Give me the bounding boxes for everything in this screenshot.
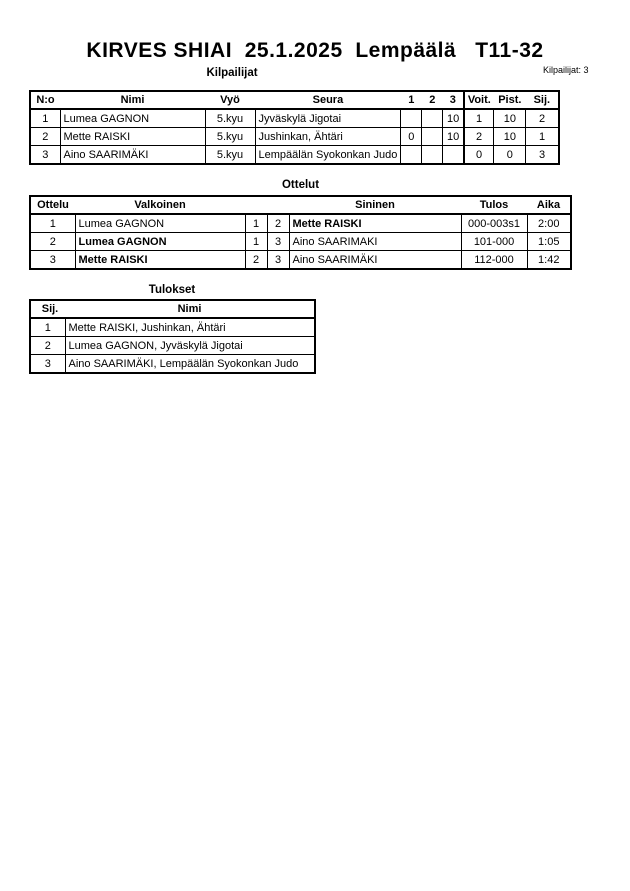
result-name: Mette RAISKI, Jushinkan, Ähtäri bbox=[65, 318, 315, 337]
match-score: 101-000 bbox=[461, 233, 527, 251]
competitor-belt: 5.kyu bbox=[205, 146, 255, 165]
col-header-ottelu: Ottelu bbox=[30, 196, 75, 214]
col-header-wnum bbox=[245, 196, 267, 214]
section-title-ottelut: Ottelut bbox=[281, 179, 320, 191]
col-header-1: 1 bbox=[401, 91, 422, 109]
result-vs-1 bbox=[401, 109, 422, 128]
white-number: 2 bbox=[245, 251, 267, 270]
col-header-valkoinen: Valkoinen bbox=[75, 196, 245, 214]
competitor-points: 10 bbox=[494, 109, 526, 128]
matches-header-row bbox=[30, 196, 571, 214]
competitor-place: 3 bbox=[526, 146, 559, 165]
match-number: 2 bbox=[30, 233, 75, 251]
result-row bbox=[30, 318, 315, 337]
col-header-tulos: Tulos bbox=[461, 196, 527, 214]
result-place: 3 bbox=[30, 355, 65, 374]
result-vs-1: 0 bbox=[401, 128, 422, 146]
competitor-row bbox=[30, 146, 559, 165]
result-place: 1 bbox=[30, 318, 65, 337]
col-header-vyo: Vyö bbox=[205, 91, 255, 109]
page-title: KIRVES SHIAI 25.1.2025 Lempäälä T11-32 bbox=[86, 39, 544, 62]
competitor-name: Mette RAISKI bbox=[60, 128, 205, 146]
white-number: 1 bbox=[245, 214, 267, 233]
match-time: 2:00 bbox=[527, 214, 571, 233]
col-header-pist: Pist. bbox=[494, 91, 526, 109]
competitor-club: Jyväskylä Jigotai bbox=[255, 109, 401, 128]
col-header-sij: Sij. bbox=[30, 300, 65, 318]
white-competitor: Mette RAISKI bbox=[75, 251, 245, 270]
result-vs-1 bbox=[401, 146, 422, 165]
blue-number: 2 bbox=[267, 214, 289, 233]
col-header-2: 2 bbox=[422, 91, 443, 109]
match-time: 1:05 bbox=[527, 233, 571, 251]
match-row bbox=[30, 251, 571, 270]
competitor-club: Jushinkan, Ähtäri bbox=[255, 128, 401, 146]
competitor-number: 3 bbox=[30, 146, 60, 165]
col-header-seura: Seura bbox=[255, 91, 401, 109]
competitor-place: 1 bbox=[526, 128, 559, 146]
competitors-header-row bbox=[30, 91, 559, 109]
competitors-count: Kilpailijat: 3 bbox=[543, 65, 589, 75]
result-vs-2 bbox=[422, 109, 443, 128]
match-score: 000-003s1 bbox=[461, 214, 527, 233]
col-header-voit: Voit. bbox=[464, 91, 494, 109]
col-header-sij: Sij. bbox=[526, 91, 559, 109]
col-header-nimi: Nimi bbox=[65, 300, 315, 318]
match-number: 1 bbox=[30, 214, 75, 233]
match-row bbox=[30, 214, 571, 233]
final-results-table bbox=[29, 299, 316, 374]
result-name: Aino SAARIMÄKI, Lempäälän Syokonkan Judo bbox=[65, 355, 315, 374]
result-row bbox=[30, 337, 315, 355]
blue-competitor: Aino SAARIMÄKI bbox=[289, 251, 461, 270]
match-score: 112-000 bbox=[461, 251, 527, 270]
blue-number: 3 bbox=[267, 251, 289, 270]
competitor-name: Lumea GAGNON bbox=[60, 109, 205, 128]
match-row bbox=[30, 233, 571, 251]
white-competitor: Lumea GAGNON bbox=[75, 233, 245, 251]
result-vs-3: 10 bbox=[443, 109, 464, 128]
result-name: Lumea GAGNON, Jyväskylä Jigotai bbox=[65, 337, 315, 355]
competitor-wins: 2 bbox=[464, 128, 494, 146]
col-header-no: N:o bbox=[30, 91, 60, 109]
col-header-bnum bbox=[267, 196, 289, 214]
competitor-row bbox=[30, 109, 559, 128]
competitor-points: 10 bbox=[494, 128, 526, 146]
col-header-aika: Aika bbox=[527, 196, 571, 214]
competitor-points: 0 bbox=[494, 146, 526, 165]
competitor-name: Aino SAARIMÄKI bbox=[60, 146, 205, 165]
competitor-place: 2 bbox=[526, 109, 559, 128]
competitor-wins: 0 bbox=[464, 146, 494, 165]
competitor-wins: 1 bbox=[464, 109, 494, 128]
col-header-3: 3 bbox=[443, 91, 464, 109]
competitors-table bbox=[29, 90, 560, 165]
matches-table bbox=[29, 195, 572, 270]
result-vs-2 bbox=[422, 146, 443, 165]
competitor-row bbox=[30, 128, 559, 146]
competitor-number: 1 bbox=[30, 109, 60, 128]
result-vs-2 bbox=[422, 128, 443, 146]
section-title-kilpailijat: Kilpailijat bbox=[206, 67, 258, 79]
match-number: 3 bbox=[30, 251, 75, 270]
result-vs-3: 10 bbox=[443, 128, 464, 146]
blue-competitor: Aino SAARIMAKI bbox=[289, 233, 461, 251]
competitor-belt: 5.kyu bbox=[205, 109, 255, 128]
col-header-nimi: Nimi bbox=[60, 91, 205, 109]
competitor-belt: 5.kyu bbox=[205, 128, 255, 146]
result-row bbox=[30, 355, 315, 374]
white-number: 1 bbox=[245, 233, 267, 251]
white-competitor: Lumea GAGNON bbox=[75, 214, 245, 233]
blue-competitor: Mette RAISKI bbox=[289, 214, 461, 233]
blue-number: 3 bbox=[267, 233, 289, 251]
match-time: 1:42 bbox=[527, 251, 571, 270]
col-header-sininen: Sininen bbox=[289, 196, 461, 214]
result-place: 2 bbox=[30, 337, 65, 355]
competitor-number: 2 bbox=[30, 128, 60, 146]
competitor-club: Lempäälän Syokonkan Judo bbox=[255, 146, 401, 165]
results-header-row bbox=[30, 300, 315, 318]
section-title-tulokset: Tulokset bbox=[148, 284, 196, 296]
result-vs-3 bbox=[443, 146, 464, 165]
